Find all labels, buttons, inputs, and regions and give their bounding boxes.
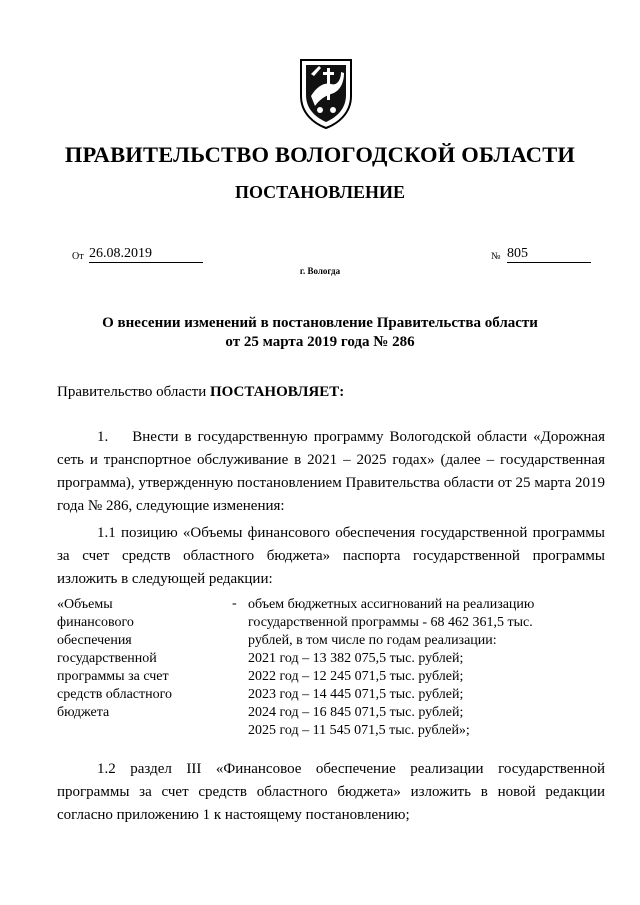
- paragraph-1-1: 1.1 позицию «Объемы финансового обеспечения государственной программы за счет средств областного бюджета» паспорта государственной программы изложить в следующей редакции:: [57, 525, 605, 587]
- preamble: [57, 384, 344, 401]
- decree-number: 805: [507, 246, 591, 263]
- funding-value-line: 2022 год – 12 245 071,5 тыс. рублей;: [248, 669, 464, 684]
- number-prefix: №: [491, 251, 501, 262]
- funding-label-line: обеспечения: [57, 633, 132, 648]
- funding-value-line: 2024 год – 16 845 071,5 тыс. рублей;: [248, 705, 464, 720]
- subject-line-2: от 25 марта 2019 года № 286: [225, 334, 415, 350]
- date-prefix: От: [72, 251, 84, 262]
- funding-label-line: программы за счет: [57, 669, 169, 684]
- paragraph-1: 1. Внести в государственную программу Вологодской области «Дорожная сеть и транспортное обслуживание в 2021 – 2025 годах» (далее – государственная программа), утвержденную постановлением Правительства области от 25 марта 2019 года № 286, следующие изменения:: [57, 429, 605, 514]
- funding-dash: -: [232, 596, 237, 611]
- preamble-text: Правительство области: [57, 384, 210, 400]
- funding-label-line: средств областного: [57, 687, 173, 702]
- funding-label-line: финансового: [57, 615, 134, 630]
- funding-position-label: [57, 596, 217, 722]
- funding-value-line: 2025 год – 11 545 071,5 тыс. рублей»;: [248, 723, 470, 738]
- vologda-coat-of-arms-icon: [297, 56, 355, 130]
- decree-subject: [60, 314, 580, 352]
- paragraph-1-2: 1.2 раздел III «Финансовое обеспечение реализации государственной программы за счет средств областного бюджета» изложить в новой редакции согласно приложению 1 к настоящему постановлению;: [57, 761, 605, 823]
- funding-value-line: государственной программы - 68 462 361,5 тыс.: [248, 615, 533, 630]
- funding-value-line: объем бюджетных ассигнований на реализацию: [248, 597, 535, 612]
- funding-value-line: 2021 год – 13 382 075,5 тыс. рублей;: [248, 651, 464, 666]
- city-label: г. Вологда: [299, 266, 341, 276]
- funding-value-line: 2023 год – 14 445 071,5 тыс. рублей;: [248, 687, 464, 702]
- funding-position-value: [248, 596, 588, 740]
- subject-line-1: О внесении изменений в постановление Правительства области: [102, 315, 538, 331]
- government-title: ПРАВИТЕЛЬСТВО ВОЛОГОДСКОЙ ОБЛАСТИ: [64, 142, 576, 167]
- funding-value-line: рублей, в том числе по годам реализации:: [248, 633, 497, 648]
- funding-label-line: государственной: [57, 651, 157, 666]
- decree-title: ПОСТАНОВЛЕНИЕ: [234, 182, 406, 202]
- decree-date: 26.08.2019: [89, 246, 203, 263]
- funding-label-line: «Объемы: [57, 597, 113, 612]
- preamble-resolves: ПОСТАНОВЛЯЕТ:: [209, 384, 345, 400]
- funding-label-line: бюджета: [57, 705, 110, 720]
